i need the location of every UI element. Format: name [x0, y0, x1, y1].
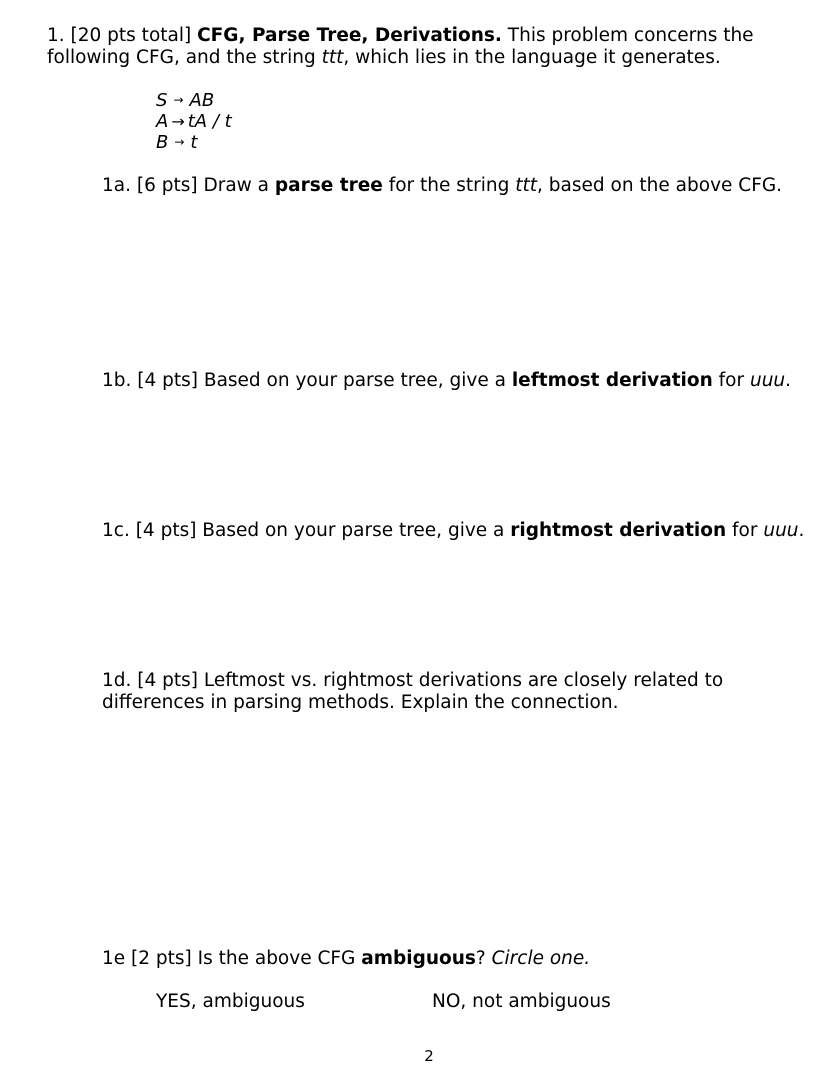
arrow-icon: → [173, 93, 184, 107]
question-1b-text: 1b. [4 pts] Based on your parse tree, give a [102, 370, 512, 391]
question-1-line-2 [47, 47, 721, 69]
question-1c-string: uuu [763, 520, 799, 541]
question-1e-bold: ambiguous [361, 948, 476, 969]
arrow-icon: → [174, 135, 185, 149]
grammar-rule-a [156, 111, 232, 132]
question-1-line-1 [47, 25, 754, 47]
question-1-heading: CFG, Parse Tree, Derivations. [197, 25, 502, 46]
question-1d-line-2: differences in parsing methods. Explain the connection. [102, 692, 619, 713]
question-1a-text: for the string [382, 175, 516, 196]
question-1e [102, 948, 590, 970]
rule-rhs: AB [189, 90, 215, 111]
question-1c-text: for [726, 520, 764, 541]
question-1e-text: 1e [2 pts] Is the above CFG [102, 948, 362, 969]
question-1a [102, 175, 782, 197]
rule-lhs: S [156, 90, 168, 111]
page-number: 2 [424, 1047, 434, 1065]
rule-rhs: tA / t [187, 111, 232, 132]
question-1-text: following CFG, and the string [47, 47, 322, 68]
rule-lhs: A [156, 111, 169, 132]
question-1a-bold: parse tree [274, 175, 383, 196]
question-1c-text: 1c. [4 pts] Based on your parse tree, give a [102, 520, 511, 541]
question-1-prefix: 1. [20 pts total] [47, 25, 198, 46]
question-1c-bold: rightmost derivation [510, 520, 727, 541]
grammar-rule-s [156, 90, 214, 111]
question-1a-text-end: , based on the above CFG. [537, 175, 783, 196]
rule-rhs: t [190, 132, 198, 153]
target-string: ttt [321, 47, 344, 68]
question-1b-string: uuu [749, 370, 786, 391]
question-1d-line-1: 1d. [4 pts] Leftmost vs. rightmost derivations are closely related to [102, 670, 724, 691]
rule-lhs: B [156, 132, 169, 153]
question-1-text-end: , which lies in the language it generates. [343, 47, 721, 68]
question-1-intro: This problem concerns the [501, 25, 754, 46]
question-1b [102, 370, 791, 392]
question-1e-text: ? [475, 948, 492, 969]
arrow-icon: → [171, 112, 185, 131]
choice-no-not-ambiguous[interactable]: NO, not ambiguous [432, 991, 611, 1012]
question-1b-text-end: . [785, 370, 792, 391]
question-1b-text: for [712, 370, 750, 391]
question-1c [102, 520, 804, 542]
grammar-rule-b [156, 132, 197, 153]
question-1e-instruction: Circle one. [491, 948, 591, 969]
question-1a-text: 1a. [6 pts] Draw a [102, 175, 275, 196]
question-1c-text-end: . [798, 520, 805, 541]
question-1a-string: ttt [515, 175, 538, 196]
choice-yes-ambiguous[interactable]: YES, ambiguous [156, 991, 305, 1012]
question-1b-bold: leftmost derivation [511, 370, 713, 391]
